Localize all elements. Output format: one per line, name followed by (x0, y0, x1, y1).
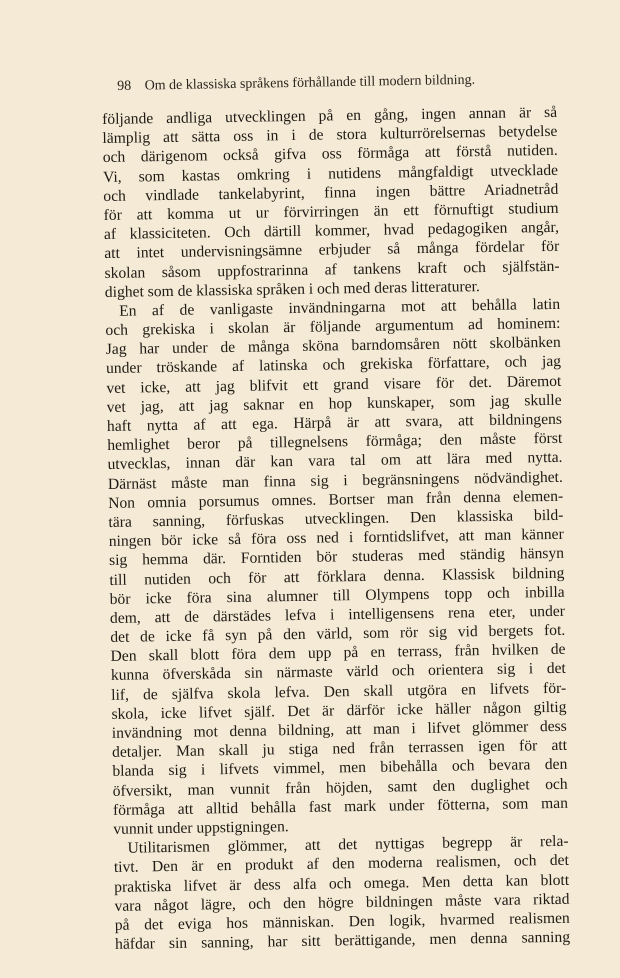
page-number: 98 (117, 78, 132, 94)
text-line: bör icke föra sina alumner till Olympens topp och inbilla (109, 583, 565, 608)
text-line: vet jag, att jag saknar en hop kunskaper, som jag skulle (106, 391, 562, 416)
text-line: tära sanning, förfuskas utvecklingen. Den klassiska bild- (108, 506, 564, 531)
text-line: Den skall blott föra dem upp på en terrass, från hvilken de (110, 641, 566, 666)
text-line: dem, att de därstädes lefva i intelligensens rena eter, under (109, 602, 566, 627)
text-line: haft nytta af att ega. Härpå är att svara, att bildningens (106, 410, 563, 435)
text-line: lif, de själfva skola lefva. Den skall utgöra en lifvets för- (111, 679, 567, 704)
text-line: vara något lägre, och den högre bildningen måste vara riktad (114, 890, 570, 915)
text-line: lämplig att sätta oss in i de stora kulturrörelsernas betydelse (102, 123, 558, 148)
text-line: detaljer. Man skall ju stiga ned från terrassen igen för att (111, 736, 568, 762)
text-line: Jag har under de många sköna barndomsåren nött skolbänken (105, 334, 561, 359)
text-line: praktiska lifvet är dess alfa och omega. Men detta kan blott (114, 871, 570, 896)
text-line: och därigenom också gifva oss förmåga att förstå nutiden. (102, 142, 558, 167)
text-line: häfdar sin sanning, har sitt berättigande, men denna sanning (114, 928, 571, 953)
body-text (102, 103, 570, 954)
text-line: dighet som de klassiska språken i och med deras litteraturer. (104, 277, 480, 301)
text-line: under tröskande af latinska och grekiska författare, och jag (105, 353, 562, 378)
text-line: vet icke, att jag blifvit ett grand visare för det. Däremot (106, 372, 562, 397)
text-line: för att komma ut ur förvirringen än ett förnuftigt studium (103, 199, 559, 224)
text-line: att intet undervisningsämne erbjuder så många fördelar för (104, 238, 560, 263)
text-line: vunnit under uppstigningen. (113, 818, 289, 838)
text-line: invändning mot denna bildning, att man i lifvet glömmer dess (111, 717, 567, 742)
text-line: Därnäst måste man finna sig i begränsningens nödvändighet. (107, 468, 563, 493)
text-line: öfversikt, man vunnit från höjden, samt den duglighet och (112, 775, 568, 800)
text-line: sig hemma där. Forntiden bör studeras med ständig hänsyn (108, 545, 565, 570)
text-line: Non omnia porsumus omnes. Bortser man från denna elemen- (108, 487, 564, 512)
running-title: Om de klassiska språkens förhållande till modern bildning. (144, 72, 476, 94)
text-line: ningen bör icke så föra oss ned i forntidslifvet, att man känner (108, 525, 564, 551)
text-line: Utilitarismen glömmer, att det nyttigas begrepp är rela- (127, 832, 569, 857)
text-line: blanda sig i lifvets vimmel, men bibehålla och bevara den (112, 756, 568, 781)
text-line: skola, icke lifvet själf. Det är därför icke häller någon giltig (111, 698, 567, 723)
text-line: det de icke få syn på den värld, som rör sig vid bergets fot. (110, 621, 566, 646)
running-header (117, 72, 517, 95)
text-line: förmåga att alltid behålla fast mark under fötterna, som man (112, 794, 569, 819)
text-line: och vindlade tankelabyrint, finna ingen bättre Ariadnetråd (103, 180, 559, 205)
text-line: En af de vanligaste invändningarna mot att behålla latin (119, 295, 561, 320)
text-line: och grekiska i skolan är följande argumentum ad hominem: (105, 314, 561, 340)
text-line: kunna öfverskåda sin närmaste värld och orientera sig i det (110, 660, 566, 685)
text-line: tivt. Den är en produkt af den moderna realismen, och det (113, 852, 569, 877)
text-line: till nutiden och för att förklara denna. Klassisk bildning (109, 564, 565, 589)
text-line: på det eviga hos människan. Den logik, hvarmed realismen (114, 909, 570, 934)
text-line: Vi, som kastas omkring i nutidens mångfaldigt utvecklade (102, 161, 559, 186)
text-line: af klassiciteten. Och därtill kommer, hvad pedagogiken angår, (103, 218, 560, 244)
text-line: hemlighet beror på tillegnelsens förmåga; den måste först (107, 430, 563, 455)
text-line: följande andliga utvecklingen på en gång, ingen annan är så (102, 103, 558, 128)
text-line: skolan såsom uppfostrarinna af tankens kraft och själfstän- (104, 257, 560, 282)
text-line: utvecklas, innan där kan vara tal om att lära med nytta. (107, 449, 563, 474)
